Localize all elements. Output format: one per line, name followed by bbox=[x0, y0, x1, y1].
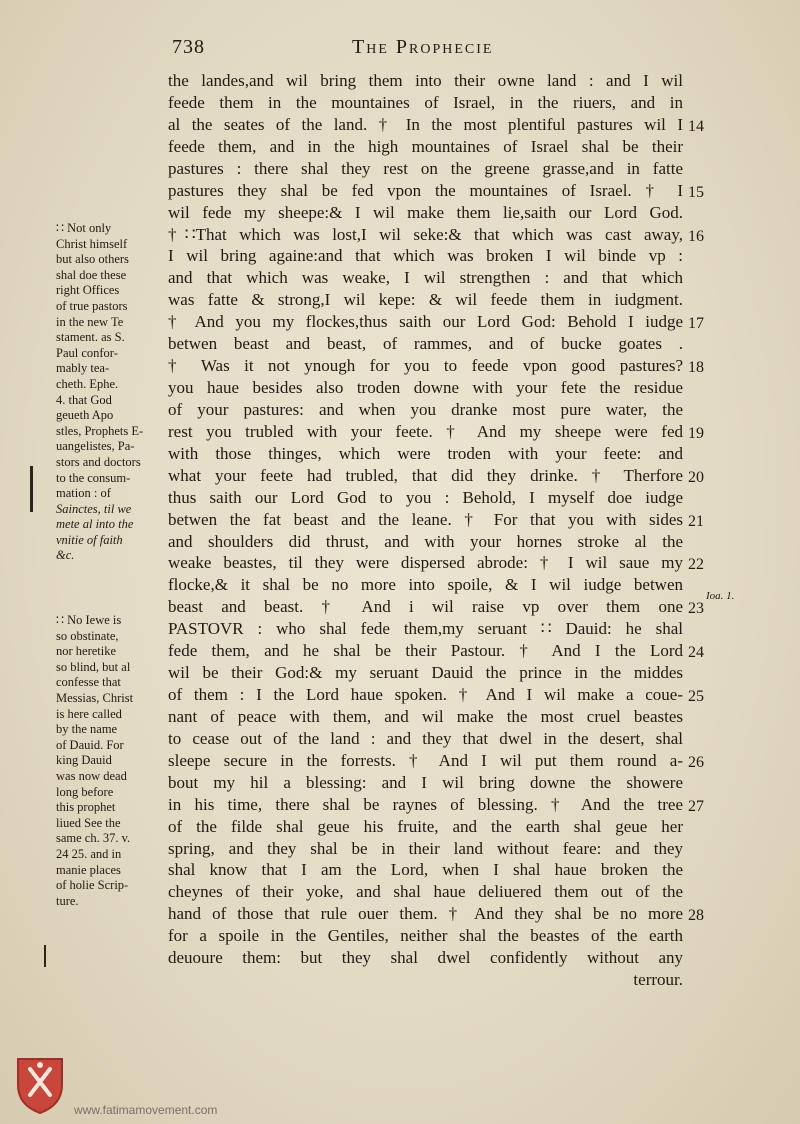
gloss-line: ∷ Not only bbox=[56, 221, 112, 235]
gloss-line: nor heretike bbox=[56, 644, 117, 659]
body-line: fede them, and he shal be their Pastour. † And I the Lord bbox=[168, 641, 683, 661]
body-line: al the seates of the land. † In the most plentiful pastures wil I bbox=[168, 114, 683, 134]
body-line: of them : I the Lord haue spoken. † And I wil make a coue- bbox=[168, 685, 683, 705]
body-line: and shoulders did thrust, and with your hornes stroke al the bbox=[168, 531, 683, 551]
body-line: terrour. bbox=[633, 970, 683, 990]
gloss-line: cheth. Ephe. bbox=[56, 376, 119, 391]
gloss-line: shal doe these bbox=[56, 267, 127, 282]
gloss-line: is here called bbox=[56, 706, 122, 721]
running-title: The Prophecie bbox=[352, 36, 494, 58]
body-line: † And you my flockes,thus saith our Lord God: Behold I iudge bbox=[168, 312, 683, 332]
footer-url: www.fatimamovement.com bbox=[74, 1103, 218, 1117]
gloss-line: was now dead bbox=[56, 768, 127, 783]
verse-number: 28 bbox=[688, 907, 704, 925]
verse-number: 24 bbox=[688, 644, 704, 662]
gloss-line: same ch. 37. v. bbox=[56, 831, 131, 846]
gloss-line: stles, Prophets E- bbox=[56, 423, 144, 438]
gloss-line: geueth Apo bbox=[56, 408, 114, 423]
body-line: weake beastes, til they were dispersed abrode: † I wil saue my bbox=[168, 553, 683, 573]
body-line: betwen the fat beast and the leane. † For that you with sides bbox=[168, 509, 683, 529]
page-number: 738 bbox=[172, 36, 205, 58]
body-line: † Was it not ynough for you to feede vpon good pastures? bbox=[168, 356, 683, 376]
body-line: the landes,and wil bring them into their owne land : and I wil bbox=[168, 71, 683, 90]
body-line: what your feete had trubled, that did they drinke. † Therfore bbox=[168, 465, 683, 485]
gloss-line: vnitie of faith bbox=[56, 532, 123, 547]
body-line: deuoure them: but they shal dwel confidently without any bbox=[168, 948, 683, 968]
gloss-line: uangelistes, Pa- bbox=[56, 439, 135, 454]
gloss-line: Christ himself bbox=[56, 236, 128, 251]
margin-rule bbox=[30, 466, 33, 512]
gloss-line: of Dauid. For bbox=[56, 737, 124, 752]
body-line: betwen beast and beast, of rammes, and of bucke goates . bbox=[168, 334, 683, 354]
gloss-line: manie places bbox=[56, 862, 121, 877]
verse-number: 26 bbox=[688, 753, 704, 771]
papal-seal-icon bbox=[14, 1055, 66, 1115]
gloss-line: right Offices bbox=[56, 283, 120, 298]
gloss-line: but also others bbox=[56, 252, 129, 267]
body-line: beast and beast. † And i wil raise vp over them one bbox=[168, 597, 683, 617]
gloss-line: long before bbox=[56, 784, 114, 799]
gloss-line: 24 25. and in bbox=[56, 846, 122, 861]
verse-number: 18 bbox=[688, 359, 704, 377]
body-line: PASTOVR : who shal fede them,my seruant ∷ Dauid: he shal bbox=[168, 619, 683, 639]
verse-number: 25 bbox=[688, 688, 704, 706]
verse-number: 20 bbox=[688, 468, 704, 486]
body-line: pastures they shal be fed vpon the mountaines of Israel. † I bbox=[168, 180, 683, 200]
verse-number: 16 bbox=[688, 227, 704, 245]
body-line: †∷That which was lost,I wil seke:& that which was cast away, bbox=[168, 224, 683, 244]
gloss-line: 4. that God bbox=[56, 392, 112, 407]
verse-number: 23 bbox=[688, 600, 704, 618]
margin-gloss-1 bbox=[56, 221, 168, 564]
gloss-line: ture. bbox=[56, 893, 79, 908]
gloss-line: Paul confor- bbox=[56, 345, 118, 360]
body-line: in his time, there shal be raynes of blessing. † And the tree bbox=[168, 794, 683, 814]
body-line: rest you trubled with your feete. † And my sheepe were fed bbox=[168, 421, 683, 441]
body-line: for a spoile in the Gentiles, neither shal the beastes of the earth bbox=[168, 926, 683, 946]
gloss-line: Sainctes, til we bbox=[56, 501, 132, 516]
body-line: spring, and they shal be in their land without feare: and they bbox=[168, 838, 683, 858]
body-line: and that which was weake, I wil strengthen : and that which bbox=[168, 268, 683, 288]
body-line: of the filde shal geue his fruite, and the earth shal geue her bbox=[168, 816, 683, 836]
gloss-line: of true pastors bbox=[56, 298, 128, 313]
body-line: hand of those that rule ouer them. † And they shal be no more bbox=[168, 904, 683, 924]
body-line: wil be their God:& my seruant Dauid the prince in the middes bbox=[168, 663, 683, 683]
verse-number: 14 bbox=[688, 117, 704, 135]
gloss-line: ∷ No Iewe is bbox=[56, 613, 122, 627]
body-line: nant of peace with them, and wil make the most cruel beastes bbox=[168, 706, 683, 726]
body-line: to cease out of the land : and they that dwel in the desert, shal bbox=[168, 728, 683, 748]
body-line: feede them, and in the high mountaines of Israel shal be their bbox=[168, 136, 683, 156]
gloss-line: in the new Te bbox=[56, 314, 124, 329]
cross-reference: Ioa. 1. bbox=[706, 590, 735, 602]
verse-number: 21 bbox=[688, 512, 704, 530]
gloss-line: this prophet bbox=[56, 800, 116, 815]
gloss-line: of holie Scrip- bbox=[56, 878, 129, 893]
gloss-line: stors and doctors bbox=[56, 454, 141, 469]
gloss-line: king Dauid bbox=[56, 753, 112, 768]
body-line: sleepe secure in the forrests. † And I wil put them round a- bbox=[168, 750, 683, 770]
gloss-line: Messias, Christ bbox=[56, 690, 134, 705]
body-line: cheynes of their yoke, and shal haue deliuered them out of the bbox=[168, 882, 683, 902]
body-line: wil fede my sheepe:& I wil make them lie,saith our Lord God. bbox=[168, 202, 683, 222]
gloss-line: mation : of bbox=[56, 486, 111, 501]
verse-number: 27 bbox=[688, 797, 704, 815]
gloss-line: &c. bbox=[56, 548, 75, 563]
body-line: of your pastures: and when you dranke most pure water, the bbox=[168, 399, 683, 419]
gloss-line: by the name bbox=[56, 722, 118, 737]
gloss-line: so obstinate, bbox=[56, 628, 119, 643]
body-line: you haue besides also troden downe with your fete the residue bbox=[168, 378, 683, 398]
body-line: flocke,& it shal be no more into spoile, & I wil iudge betwen bbox=[168, 575, 683, 595]
body-line: shal know that I am the Lord, when I shal haue broken the bbox=[168, 860, 683, 880]
margin-gloss-2 bbox=[56, 613, 168, 909]
body-line: feede them in the mountaines of Israel, in the riuers, and in bbox=[168, 92, 683, 112]
verse-number: 19 bbox=[688, 424, 704, 442]
verse-number: 17 bbox=[688, 315, 704, 333]
margin-rule bbox=[44, 945, 46, 967]
gloss-line: mably tea- bbox=[56, 361, 110, 376]
body-line: I wil bring againe:and that which was broken I wil binde vp : bbox=[168, 246, 683, 266]
verse-number: 22 bbox=[688, 556, 704, 574]
body-line: pastures : there shal they rest on the greene grasse,and in fatte bbox=[168, 158, 683, 178]
gloss-line: mete al into the bbox=[56, 517, 134, 532]
body-line: thus saith our Lord God to you : Behold, I myself doe iudge bbox=[168, 487, 683, 507]
gloss-line: confesse that bbox=[56, 675, 121, 690]
gloss-line: to the consum- bbox=[56, 470, 131, 485]
body-line: with those thinges, which were troden with your feete: and bbox=[168, 443, 683, 463]
verse-number: 15 bbox=[688, 183, 704, 201]
gloss-line: stament. as S. bbox=[56, 330, 125, 345]
gloss-line: so blind, but al bbox=[56, 659, 131, 674]
body-line: was fatte & strong,I wil kepe: & wil feede them in iudgment. bbox=[168, 290, 683, 310]
gloss-line: liued See the bbox=[56, 815, 121, 830]
body-line: bout my hil a blessing: and I wil bring downe the showere bbox=[168, 772, 683, 792]
